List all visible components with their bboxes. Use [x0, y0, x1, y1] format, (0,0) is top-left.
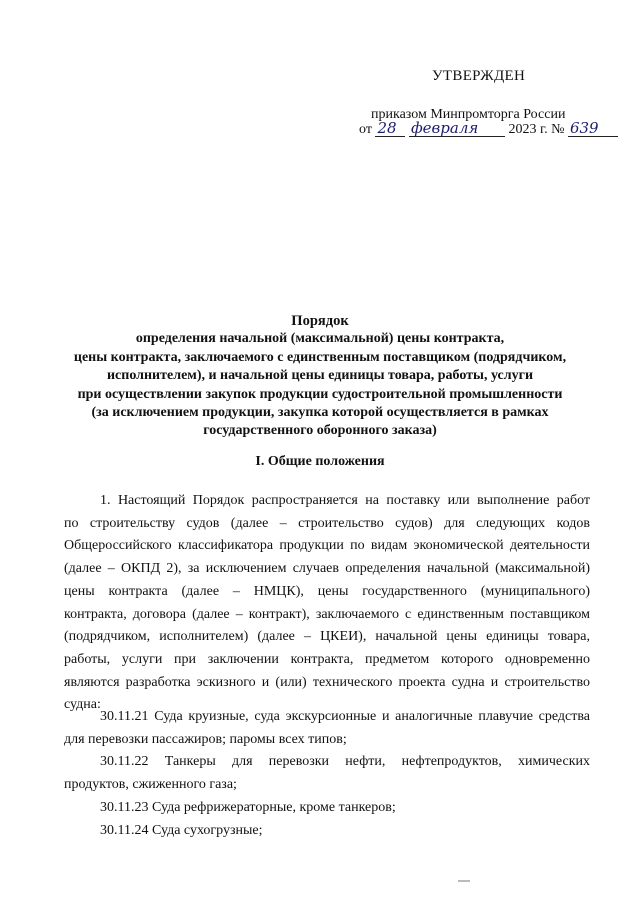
date-year: 2023 г. № — [508, 122, 565, 137]
paragraph-line: Общероссийского классификатора продукции по видам экономической деятельности — [64, 538, 590, 554]
okpd-code-list — [64, 706, 590, 842]
date-prefix: от — [359, 122, 372, 137]
code-item-30-11-21-cont: для перевозки пассажиров; паромы всех типов; — [64, 731, 347, 747]
paragraph-line: цены контракта (далее – НМЦК), цены государственного (муниципального) — [64, 583, 590, 599]
title-line-4: исполнителем), и начальной цены единицы товара, работы, услуги — [106, 368, 534, 384]
title-line-6: (за исключением продукции, закупка которой осуществляется в рамках — [91, 405, 549, 421]
code-item-30-11-22: 30.11.22 Танкеры для перевозки нефти, нефтепродуктов, химических — [100, 754, 590, 770]
paragraph-line: работы, услуги при заключении контракта, предметом которого одновременно — [64, 651, 590, 667]
scan-mark — [458, 880, 470, 882]
title-line-7: государственного оборонного заказа) — [203, 423, 437, 439]
code-item-30-11-23: 30.11.23 Суда рефрижераторные, кроме танкеров; — [100, 799, 396, 815]
code-item-30-11-21: 30.11.21 Суда круизные, суда экскурсионные и аналогичные плавучие средства — [100, 709, 590, 724]
order-reference: приказом Минпромторга России — [371, 107, 566, 122]
section-heading: I. Общие положения — [255, 454, 385, 469]
handwritten-month: февраля — [409, 121, 505, 137]
handwritten-day: 28 — [375, 121, 405, 137]
handwritten-order-number: 639 — [568, 121, 618, 137]
paragraph-1 — [64, 490, 590, 717]
paragraph-line: (подрядчиком, исполнителем) (далее – ЦКЕИ), начальной цены единицы товара, — [64, 629, 590, 645]
document-title — [60, 312, 580, 441]
title-line-2: определения начальной (максимальной) цены контракта, — [135, 331, 505, 347]
order-date-line — [359, 121, 618, 138]
paragraph-line: судна: — [64, 697, 101, 713]
paragraph-line: по строительству судов (далее – строительство судов) для следующих кодов — [64, 515, 590, 531]
paragraph-line: являются разработка эскизного и (или) технического проекта судна и строительство — [64, 674, 590, 690]
paragraph-line: 1. Настоящий Порядок распространяется на поставку или выполнение работ — [100, 493, 590, 508]
title-line-5: при осуществлении закупок продукции судостроительной промышленности — [77, 386, 563, 402]
code-item-30-11-22-cont: продуктов, сжиженного газа; — [64, 777, 237, 793]
paragraph-line: (далее – ОКПД 2), за исключением случаев определения начальной (максимальной) — [64, 561, 590, 577]
approval-stamp-heading: УТВЕРЖДЕН — [432, 68, 526, 84]
title-line-3: цены контракта, заключаемого с единственным поставщиком (подрядчиком, — [73, 349, 567, 365]
title-line-1: Порядок — [291, 313, 349, 329]
paragraph-line: контракта, договора (далее – контракт), заключаемого с единственным поставщиком — [64, 606, 590, 622]
code-item-30-11-24: 30.11.24 Суда сухогрузные; — [100, 822, 263, 838]
